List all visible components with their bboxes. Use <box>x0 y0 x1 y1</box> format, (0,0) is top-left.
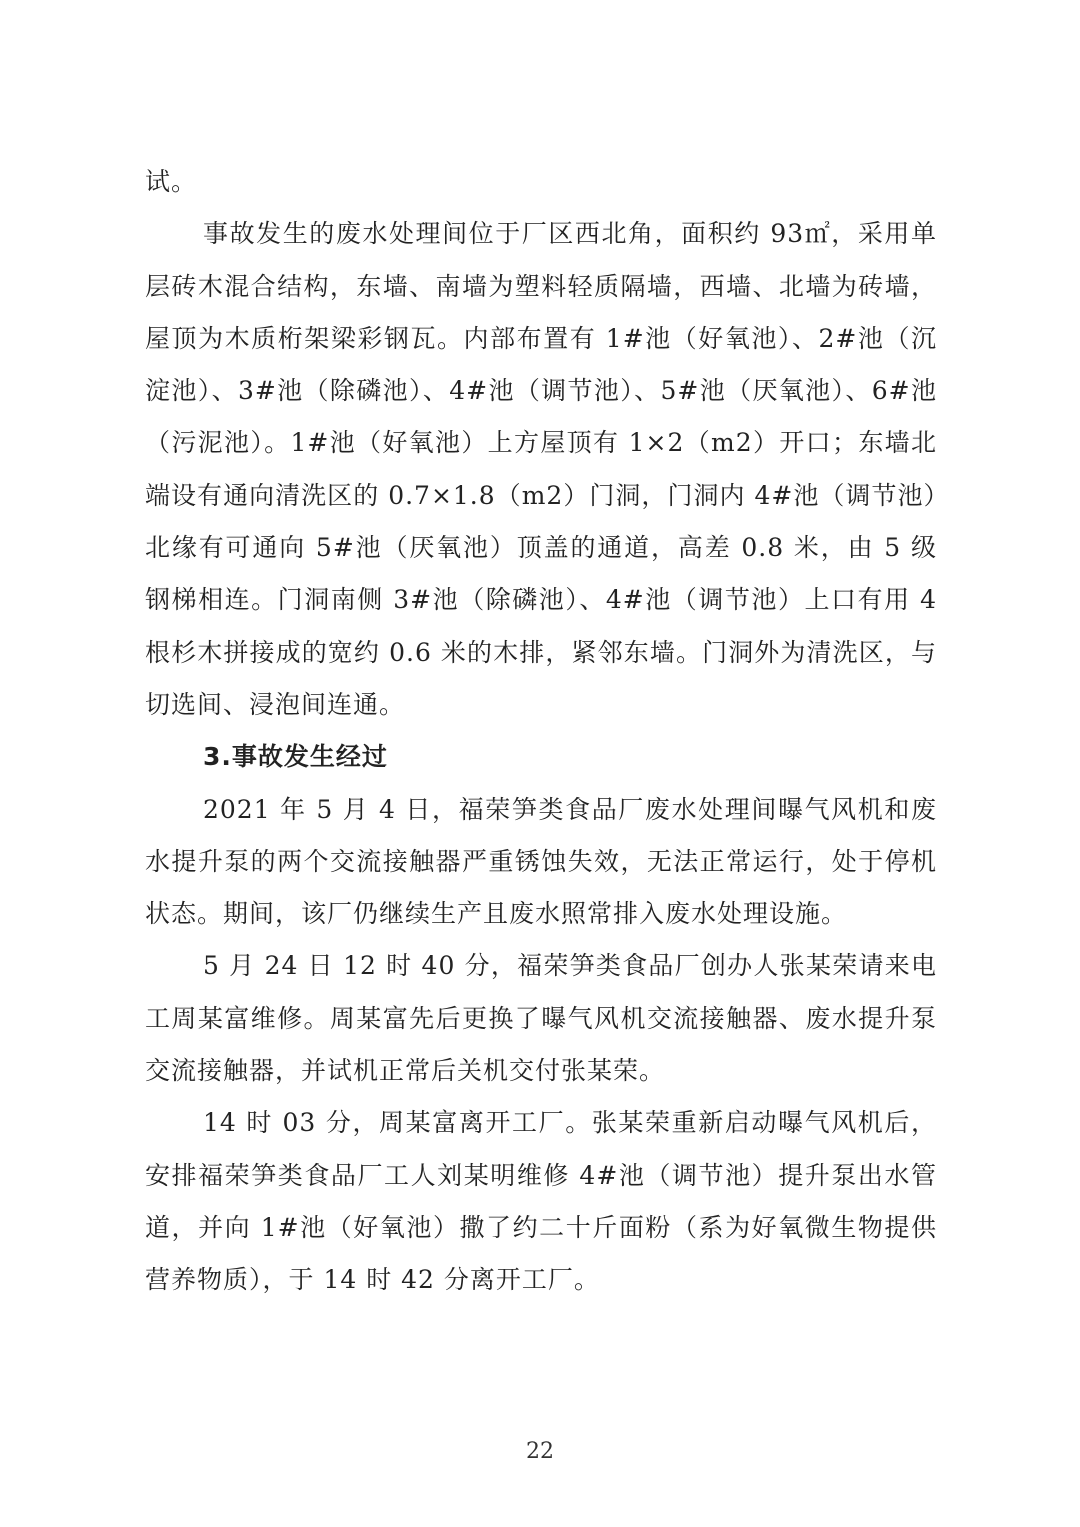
document-body <box>145 156 937 1307</box>
paragraph-restart: 14 时 03 分，周某富离开工厂。张某荣重新启动曝气风机后，安排福荣笋类食品厂工人刘某明维修 4#池（调节池）提升泵出水管道，并向 1#池（好氧池）撒了约二十斤面粉（系为好氧微生物提供营养物质），于 14 时 42 分离开工厂。 <box>145 1108 937 1295</box>
paragraph-continuation: 试。 <box>145 167 198 196</box>
paragraph-repair: 5 月 24 日 12 时 40 分，福荣笋类食品厂创办人张某荣请来电工周某富维修。周某富先后更换了曝气风机交流接触器、废水提升泵交流接触器，并试机正常后关机交付张某荣。 <box>145 951 937 1086</box>
section-heading: 3.事故发生经过 <box>203 742 388 772</box>
paragraph-equipment-failure: 2021 年 5 月 4 日，福荣笋类食品厂废水处理间曝气风机和废水提升泵的两个交流接触器严重锈蚀失效，无法正常运行，处于停机状态。期间，该厂仍继续生产且废水照常排入废水处理设施。 <box>145 794 937 929</box>
paragraph-facility-description: 事故发生的废水处理间位于厂区西北角，面积约 93㎡，采用单层砖木混合结构，东墙、南墙为塑料轻质隔墙，西墙、北墙为砖墙，屋顶为木质桁架梁彩钢瓦。内部布置有 1#池（好氧池）、2#池（沉淀池）、3#池（除磷池）、4#池（调节池）、5#池（厌氧池）、6#池（污泥池）。1#池（好氧池）上方屋顶有 1×2（m2）开口；东墙北端设有通向清洗区的 0.7×1.8（m2）门洞，门洞内 4#池（调节池）北缘有可通向 5#池（厌氧池）顶盖的通道，高差 0.8 米，由 5 级钢梯相连。门洞南侧 3#池（除磷池）、4#池（调节池）上口有用 4 根杉木拼接成的宽约 0.6 米的木排，紧邻东墙。门洞外为清洗区，与切选间、浸泡间连通。 <box>145 219 937 719</box>
page-number: 22 <box>526 1439 554 1464</box>
